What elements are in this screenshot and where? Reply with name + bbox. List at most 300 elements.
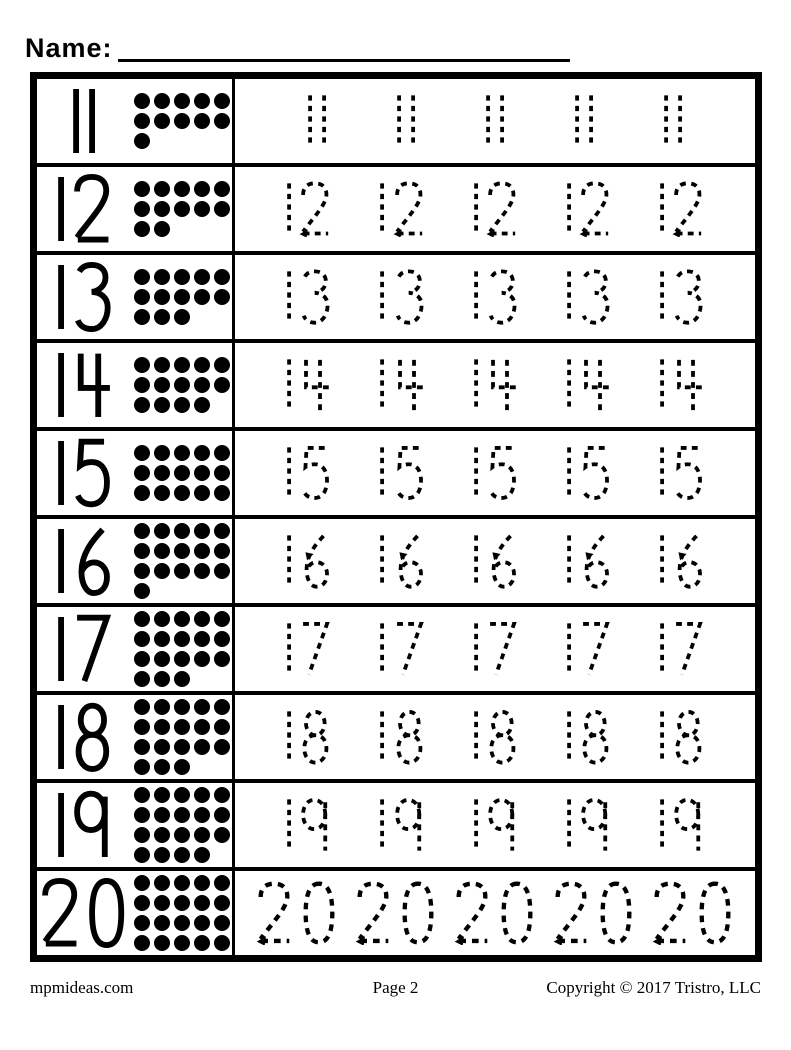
number-row-17 <box>37 607 755 695</box>
traced-digit-5 <box>672 445 705 501</box>
dot-row <box>134 485 230 501</box>
traced-digit-1 <box>658 533 666 589</box>
dot-row <box>134 357 230 373</box>
traced-digit-1 <box>285 709 293 765</box>
traced-digit-1 <box>285 181 293 237</box>
dot-row <box>134 759 230 775</box>
footer-site: mpmideas.com <box>30 978 134 997</box>
dot <box>174 671 190 687</box>
solid-digit-1 <box>56 614 66 684</box>
traced-digit-1 <box>565 269 573 325</box>
dot <box>214 485 230 501</box>
dot <box>154 465 170 481</box>
dot <box>134 875 150 891</box>
dot <box>194 631 210 647</box>
traced-digit-9 <box>393 797 426 853</box>
dot <box>174 699 190 715</box>
dot-grid <box>134 181 230 237</box>
dot <box>214 875 230 891</box>
dot <box>154 181 170 197</box>
traced-number <box>285 181 332 237</box>
dot <box>214 739 230 755</box>
traced-digit-2 <box>256 881 293 945</box>
traced-digit-7 <box>486 621 519 677</box>
dot-grid <box>134 787 230 863</box>
dot-row <box>134 611 230 627</box>
solid-digit-1 <box>87 86 97 156</box>
solid-digit-1 <box>56 702 66 772</box>
dot <box>214 611 230 627</box>
traced-number <box>573 93 595 149</box>
dot <box>174 631 190 647</box>
traced-digit-8 <box>393 709 426 765</box>
traced-digit-1 <box>472 269 480 325</box>
dot-grid <box>134 523 230 599</box>
solid-digit-1 <box>56 526 66 596</box>
dot <box>174 787 190 803</box>
dot-row <box>134 583 230 599</box>
dot-row <box>134 445 230 461</box>
traced-number <box>662 93 684 149</box>
dot-row <box>134 719 230 735</box>
dot <box>134 445 150 461</box>
traced-digit-4 <box>299 357 332 413</box>
traced-number <box>285 269 332 325</box>
dot <box>214 181 230 197</box>
dot <box>174 465 190 481</box>
dot <box>154 739 170 755</box>
traced-digit-4 <box>672 357 705 413</box>
traced-number <box>565 533 612 589</box>
dot <box>214 269 230 285</box>
solid-digit-4 <box>72 350 113 420</box>
traced-number <box>658 181 705 237</box>
dot <box>134 485 150 501</box>
traced-digit-1 <box>378 621 386 677</box>
dot-row <box>134 221 230 237</box>
worksheet-page <box>0 26 791 998</box>
dot <box>194 875 210 891</box>
trace-cell <box>235 607 755 691</box>
traced-number <box>378 533 425 589</box>
traced-digit-5 <box>299 445 332 501</box>
traced-digit-1 <box>472 621 480 677</box>
traced-digit-1 <box>658 621 666 677</box>
dot <box>174 543 190 559</box>
dot <box>154 563 170 579</box>
dot <box>174 309 190 325</box>
dot <box>134 357 150 373</box>
traced-number <box>472 709 519 765</box>
dot-row <box>134 543 230 559</box>
name-input-line[interactable] <box>118 31 570 62</box>
traced-number <box>565 797 612 853</box>
dot <box>174 935 190 951</box>
dot <box>134 397 150 413</box>
dot-grid <box>134 93 230 149</box>
dot-row <box>134 787 230 803</box>
dot <box>194 113 210 129</box>
number-row-16 <box>37 519 755 607</box>
traced-number <box>658 709 705 765</box>
dot <box>214 289 230 305</box>
number-cell <box>37 871 235 955</box>
solid-number <box>37 438 131 508</box>
traced-number <box>658 621 705 677</box>
dot <box>154 523 170 539</box>
traced-digit-7 <box>299 621 332 677</box>
dot <box>194 485 210 501</box>
dot <box>134 611 150 627</box>
dot-grid <box>134 611 230 687</box>
dot-row <box>134 563 230 579</box>
traced-digit-1 <box>378 445 386 501</box>
dot <box>154 875 170 891</box>
number-cell <box>37 255 235 339</box>
traced-digit-6 <box>393 533 426 589</box>
trace-cell <box>235 255 755 339</box>
dot-row <box>134 739 230 755</box>
dot <box>154 699 170 715</box>
trace-cell <box>235 783 755 867</box>
traced-digit-9 <box>486 797 519 853</box>
traced-digit-0 <box>697 881 734 945</box>
dot-row <box>134 875 230 891</box>
dot <box>214 201 230 217</box>
traced-digit-5 <box>393 445 426 501</box>
dot <box>194 719 210 735</box>
traced-digit-1 <box>565 621 573 677</box>
dot <box>194 543 210 559</box>
traced-digit-2 <box>486 181 519 237</box>
dot <box>214 719 230 735</box>
dot <box>174 895 190 911</box>
dot <box>134 739 150 755</box>
dot <box>134 895 150 911</box>
dot <box>134 309 150 325</box>
dot <box>194 93 210 109</box>
traced-digit-6 <box>486 533 519 589</box>
dot <box>194 397 210 413</box>
traced-digit-1 <box>565 533 573 589</box>
traced-digit-3 <box>393 269 426 325</box>
traced-number <box>565 621 612 677</box>
traced-digit-0 <box>301 881 338 945</box>
solid-number <box>37 350 131 420</box>
number-cell <box>37 431 235 515</box>
traced-digit-1 <box>378 269 386 325</box>
dot <box>214 357 230 373</box>
solid-number <box>37 174 131 244</box>
traced-digit-4 <box>393 357 426 413</box>
dot-row <box>134 827 230 843</box>
name-row <box>25 26 791 62</box>
traced-number <box>285 709 332 765</box>
dot <box>174 563 190 579</box>
traced-digit-8 <box>299 709 332 765</box>
trace-cell <box>235 871 755 955</box>
dot <box>174 847 190 863</box>
traced-number <box>553 881 636 945</box>
dot <box>214 631 230 647</box>
traced-number <box>565 269 612 325</box>
trace-cell <box>235 431 755 515</box>
dot <box>194 289 210 305</box>
traced-digit-9 <box>672 797 705 853</box>
dot <box>214 895 230 911</box>
traced-number <box>472 533 519 589</box>
dot <box>134 699 150 715</box>
dot <box>154 915 170 931</box>
dot <box>214 113 230 129</box>
traced-digit-1 <box>658 269 666 325</box>
traced-digit-1 <box>676 93 684 149</box>
dot <box>174 181 190 197</box>
traced-number <box>378 357 425 413</box>
dot-row <box>134 93 230 109</box>
traced-number <box>472 445 519 501</box>
solid-number <box>37 262 131 332</box>
number-row-15 <box>37 431 755 519</box>
dot <box>134 651 150 667</box>
dot <box>154 113 170 129</box>
traced-digit-1 <box>285 621 293 677</box>
traced-digit-1 <box>658 797 666 853</box>
dot-row <box>134 201 230 217</box>
solid-number <box>37 702 131 772</box>
dot <box>134 269 150 285</box>
traced-digit-1 <box>498 93 506 149</box>
dot <box>134 583 150 599</box>
traced-number <box>484 93 506 149</box>
traced-digit-1 <box>285 445 293 501</box>
dot <box>134 759 150 775</box>
traced-digit-1 <box>484 93 492 149</box>
solid-number <box>37 526 131 596</box>
traced-digit-2 <box>553 881 590 945</box>
dot <box>134 543 150 559</box>
number-cell <box>37 79 235 163</box>
traced-digit-1 <box>306 93 314 149</box>
traced-digit-2 <box>393 181 426 237</box>
dot <box>194 651 210 667</box>
number-row-12 <box>37 167 755 255</box>
dot <box>174 397 190 413</box>
traced-number <box>285 797 332 853</box>
dot <box>134 201 150 217</box>
footer-copyright: Copyright © 2017 Tristro, LLC <box>546 978 762 997</box>
dot <box>134 719 150 735</box>
traced-digit-9 <box>579 797 612 853</box>
dot <box>154 201 170 217</box>
traced-number <box>355 881 438 945</box>
traced-digit-1 <box>285 269 293 325</box>
trace-cell <box>235 343 755 427</box>
dot <box>194 611 210 627</box>
number-row-18 <box>37 695 755 783</box>
traced-digit-2 <box>355 881 392 945</box>
dot <box>174 485 190 501</box>
traced-digit-0 <box>400 881 437 945</box>
dot-row <box>134 113 230 129</box>
traced-digit-1 <box>565 709 573 765</box>
dot <box>174 269 190 285</box>
dot <box>134 93 150 109</box>
dot <box>194 357 210 373</box>
traced-digit-1 <box>658 357 666 413</box>
traced-digit-1 <box>378 181 386 237</box>
dot <box>194 181 210 197</box>
dot <box>134 181 150 197</box>
dot <box>214 651 230 667</box>
dot-row <box>134 847 230 863</box>
traced-digit-8 <box>579 709 612 765</box>
traced-number <box>306 93 328 149</box>
dot <box>154 847 170 863</box>
traced-digit-3 <box>486 269 519 325</box>
traced-digit-6 <box>672 533 705 589</box>
dot <box>134 113 150 129</box>
solid-digit-1 <box>56 174 66 244</box>
dot <box>214 93 230 109</box>
dot <box>214 807 230 823</box>
dot <box>174 523 190 539</box>
dot <box>134 807 150 823</box>
dot-row <box>134 935 230 951</box>
traced-digit-2 <box>454 881 491 945</box>
traced-digit-1 <box>320 93 328 149</box>
solid-number <box>37 878 131 948</box>
traced-number <box>652 881 735 945</box>
dot <box>214 445 230 461</box>
dot <box>174 377 190 393</box>
trace-cell <box>235 79 755 163</box>
traced-number <box>378 797 425 853</box>
dot <box>134 289 150 305</box>
traced-digit-5 <box>486 445 519 501</box>
traced-digit-3 <box>299 269 332 325</box>
traced-digit-1 <box>472 797 480 853</box>
traced-digit-1 <box>472 181 480 237</box>
solid-digit-2 <box>72 174 113 244</box>
solid-number <box>37 614 131 684</box>
dot <box>194 465 210 481</box>
traced-digit-0 <box>499 881 536 945</box>
traced-number <box>378 269 425 325</box>
dot <box>194 915 210 931</box>
dot-row <box>134 631 230 647</box>
dot <box>194 563 210 579</box>
number-cell <box>37 167 235 251</box>
dot <box>134 523 150 539</box>
dot <box>154 485 170 501</box>
dot <box>214 465 230 481</box>
solid-digit-1 <box>56 438 66 508</box>
traced-number <box>658 445 705 501</box>
dot-row <box>134 397 230 413</box>
dot-row <box>134 671 230 687</box>
footer-page: Page 2 <box>372 978 419 997</box>
dot <box>134 221 150 237</box>
dot <box>154 289 170 305</box>
dot-row <box>134 523 230 539</box>
dot <box>194 847 210 863</box>
traced-number <box>472 797 519 853</box>
dot <box>154 221 170 237</box>
dot <box>194 523 210 539</box>
solid-digit-3 <box>72 262 113 332</box>
solid-digit-7 <box>72 614 113 684</box>
trace-cell <box>235 695 755 779</box>
traced-number <box>378 621 425 677</box>
dot-grid <box>134 357 230 413</box>
traced-digit-8 <box>486 709 519 765</box>
dot <box>174 651 190 667</box>
solid-digit-1 <box>71 86 81 156</box>
solid-number <box>37 86 131 156</box>
dot <box>214 699 230 715</box>
dot <box>154 787 170 803</box>
dot <box>194 827 210 843</box>
traced-number <box>378 181 425 237</box>
traced-digit-9 <box>299 797 332 853</box>
dot <box>174 719 190 735</box>
dot <box>134 465 150 481</box>
dot <box>134 827 150 843</box>
dot <box>154 827 170 843</box>
dot <box>134 915 150 931</box>
dot <box>174 827 190 843</box>
solid-digit-1 <box>56 790 66 860</box>
traced-number <box>658 357 705 413</box>
traced-number <box>454 881 537 945</box>
dot-row <box>134 181 230 197</box>
name-label: Name: <box>25 33 113 63</box>
traced-number <box>565 709 612 765</box>
traced-digit-1 <box>378 357 386 413</box>
dot-row <box>134 269 230 285</box>
dot <box>154 631 170 647</box>
solid-digit-8 <box>72 702 113 772</box>
number-cell <box>37 519 235 603</box>
traced-digit-2 <box>652 881 689 945</box>
dot <box>174 113 190 129</box>
traced-number <box>378 709 425 765</box>
solid-digit-2 <box>40 878 81 948</box>
dot-row <box>134 807 230 823</box>
dot <box>214 787 230 803</box>
dot <box>154 651 170 667</box>
traced-digit-1 <box>378 797 386 853</box>
traced-number <box>658 269 705 325</box>
dot <box>174 915 190 931</box>
traced-digit-7 <box>579 621 612 677</box>
traced-digit-4 <box>579 357 612 413</box>
dot-row <box>134 377 230 393</box>
traced-digit-1 <box>565 357 573 413</box>
traced-number <box>395 93 417 149</box>
traced-digit-1 <box>285 533 293 589</box>
traced-digit-6 <box>299 533 332 589</box>
traced-number <box>565 357 612 413</box>
dot-grid <box>134 875 230 951</box>
trace-cell <box>235 519 755 603</box>
traced-digit-5 <box>579 445 612 501</box>
dot <box>154 611 170 627</box>
dot <box>154 671 170 687</box>
dot <box>194 807 210 823</box>
dot <box>174 93 190 109</box>
